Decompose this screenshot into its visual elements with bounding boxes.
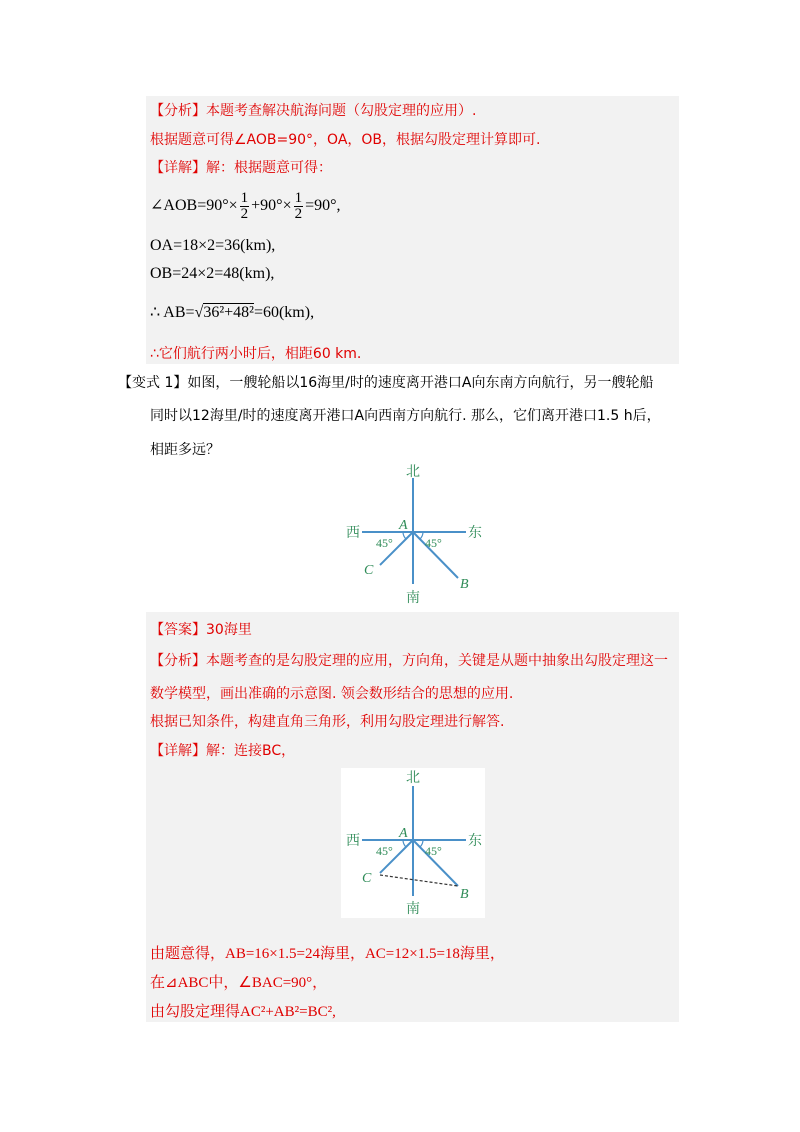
analysis-line-2: 根据题意可得∠AOB=90°，OA，OB，根据勾股定理计算即可. xyxy=(150,132,541,148)
eq1-mid: +90°× xyxy=(251,197,292,214)
label-b-2: B xyxy=(460,887,469,902)
equation-pythagoras: 由勾股定理得AC²+AB²=BC², xyxy=(150,1004,336,1020)
label-angle-right: 45° xyxy=(425,536,442,550)
label-south: 南 xyxy=(406,591,420,606)
compass-figure-1 xyxy=(340,462,490,608)
angle-arc-left-2 xyxy=(403,840,406,847)
label-b: B xyxy=(460,577,469,592)
variant-line-3: 相距多远？ xyxy=(150,442,220,458)
label-c-2: C xyxy=(362,871,372,886)
label-west-2: 西 xyxy=(346,834,360,849)
equation-ab-ac: 由题意得，AB=16×1.5=24海里，AC=12×1.5=18海里， xyxy=(150,946,505,962)
equation-angle xyxy=(150,190,341,222)
fraction-half-1: $\frac{1}{2}$ xyxy=(240,189,249,222)
equation-oa: OA=18×2=36(km), xyxy=(150,237,276,254)
analysis2-line-3: 根据已知条件，构建直角三角形，利用勾股定理进行解答. xyxy=(150,714,505,730)
detail2-line xyxy=(150,741,295,761)
variant-line-2: 同时以12海里/时的速度离开港口A向西南方向航行. 那么，它们离开港口1.5 h后， xyxy=(150,408,661,424)
label-angle-left: 45° xyxy=(376,536,393,550)
detail-label: 【详解】 xyxy=(150,160,206,176)
equation-ab xyxy=(150,303,314,323)
label-c: C xyxy=(364,563,374,578)
answer-text: 30海里 xyxy=(206,622,252,638)
analysis2-line-2: 数学模型，画出准确的示意图. 领会数形结合的思想的应用. xyxy=(150,686,514,702)
label-south-2: 南 xyxy=(406,902,420,917)
equation-triangle: 在⊿ABC中，∠BAC=90°， xyxy=(150,975,328,991)
sqrt-radicand: 36²+48² xyxy=(203,304,254,321)
answer-label: 【答案】 xyxy=(150,622,206,638)
label-angle-right-2: 45° xyxy=(425,844,442,858)
detail2-label: 【详解】 xyxy=(150,743,206,759)
detail2-text: 解：连接BC， xyxy=(206,743,296,759)
equation-ob: OB=24×2=48(km), xyxy=(150,265,275,282)
sqrt-symbol: √ xyxy=(194,304,204,321)
label-north: 北 xyxy=(406,465,420,480)
eq1-prefix: ∠AOB=90°× xyxy=(150,197,238,214)
label-a-2: A xyxy=(399,826,408,841)
angle-arc-right xyxy=(420,532,423,539)
label-angle-left-2: 45° xyxy=(376,844,393,858)
variant-label: 【变式 1】 xyxy=(118,375,188,391)
label-east: 东 xyxy=(468,526,482,541)
analysis-text: 本题考查解决航海问题（勾股定理的应用）. xyxy=(206,103,477,119)
fraction-half-2: $\frac{1}{2}$ xyxy=(294,189,303,222)
line-bc-dashed xyxy=(380,875,458,886)
answer-line xyxy=(150,620,252,640)
label-a: A xyxy=(399,518,408,533)
angle-arc-right-2 xyxy=(420,840,423,847)
detail-text: 解：根据题意可得： xyxy=(206,160,332,176)
label-east-2: 东 xyxy=(468,834,482,849)
conclusion-line: ∴它们航行两小时后，相距60 km. xyxy=(150,346,362,362)
analysis-line-1 xyxy=(150,101,476,121)
eq4-prefix: ∴ AB= xyxy=(150,304,195,321)
compass-figure-2 xyxy=(340,768,490,918)
analysis2-label: 【分析】 xyxy=(150,653,206,669)
label-north-2: 北 xyxy=(406,771,420,786)
variant-text-1: 如图，一艘轮船以16海里/时的速度离开港口A向东南方向航行，另一艘轮船 xyxy=(187,375,654,391)
eq4-suffix: =60(km), xyxy=(253,304,315,321)
analysis2-text: 本题考查的是勾股定理的应用，方向角，关键是从题中抽象出勾股定理这一 xyxy=(206,653,668,669)
analysis2-line-1 xyxy=(150,651,668,671)
variant-line-1 xyxy=(118,373,653,393)
detail-line xyxy=(150,158,332,178)
label-west: 西 xyxy=(346,526,360,541)
angle-arc-left xyxy=(403,532,406,539)
eq1-suffix: =90°, xyxy=(305,197,341,214)
analysis-label: 【分析】 xyxy=(150,103,206,119)
